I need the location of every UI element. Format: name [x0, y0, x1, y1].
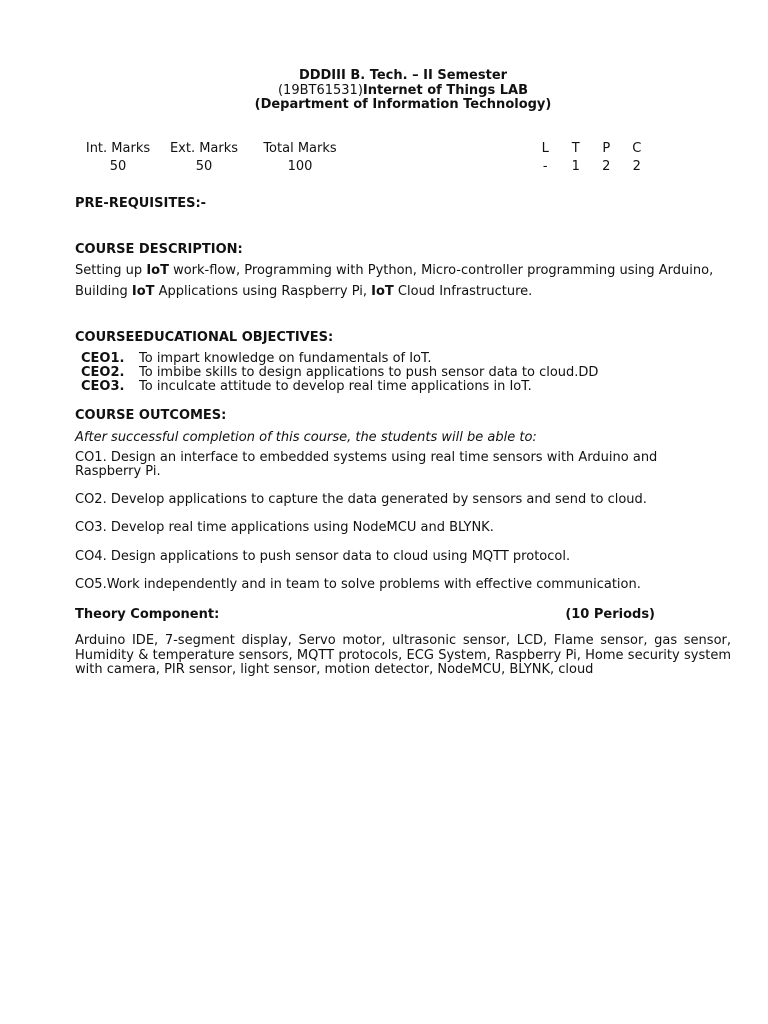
outcomes-heading: COURSE OUTCOMES:: [75, 408, 227, 423]
desc-keyword: IoT: [131, 284, 155, 299]
objective-code: CEO3.: [81, 379, 125, 394]
document-header: [0, 69, 768, 113]
objective-item: [81, 366, 721, 380]
ltpc-value-l: -: [542, 159, 548, 174]
outcome-item-4: CO4. Design applications to push sensor data to cloud using MQTT protocol.: [75, 549, 571, 564]
outcome-item-5: CO5.Work independently and in team to solve problems with effective communication.: [75, 577, 641, 592]
desc-text: Building: [75, 284, 132, 299]
ltpc-table: [530, 140, 652, 176]
theory-heading-row: [75, 607, 655, 622]
objective-item: [81, 352, 721, 366]
marks-header-total: Total Marks: [263, 141, 337, 156]
course-description-heading: COURSE DESCRIPTION:: [75, 242, 243, 257]
semester-title: DDDIII B. Tech. – II Semester: [298, 68, 508, 83]
desc-text: Applications using Raspberry Pi,: [154, 284, 372, 299]
marks-value-total: 100: [287, 159, 313, 174]
course-title: Internet of Things LAB: [362, 82, 529, 98]
objectives-heading: COURSEEDUCATIONAL OBJECTIVES:: [75, 330, 334, 345]
objective-text: To impart knowledge on fundamentals of IoT.: [139, 351, 432, 366]
desc-text: Setting up: [75, 263, 147, 278]
outcome-item-1: CO1. Design an interface to embedded systems using real time sensors with Arduino and Raspberry Pi.: [75, 450, 658, 479]
ltpc-header-row: [530, 140, 652, 158]
desc-keyword: IoT: [371, 284, 394, 299]
course-description-line-1: [75, 260, 735, 281]
prerequisites-heading: PRE-REQUISITES:-: [75, 196, 207, 211]
marks-value-int: 50: [109, 159, 127, 174]
ltpc-header-l: L: [541, 141, 549, 156]
theory-heading: Theory Component:: [75, 607, 220, 622]
course-title-line: [0, 84, 768, 99]
course-code: (19BT61531): [277, 82, 363, 98]
desc-text: Cloud Infrastructure.: [393, 284, 533, 299]
outcome-item-2: CO2. Develop applications to capture the data generated by sensors and send to cloud.: [75, 492, 647, 507]
objective-item: [81, 380, 721, 394]
desc-text: work-flow, Programming with Python, Micro-controller programming using Arduino,: [168, 263, 714, 278]
marks-table: [78, 140, 350, 176]
ltpc-value-p: 2: [602, 159, 611, 174]
course-description-text: [75, 260, 735, 302]
marks-value-ext: 50: [195, 159, 213, 174]
objective-code: CEO1.: [81, 351, 125, 366]
ltpc-value-row: [530, 158, 652, 176]
department-title: (Department of Information Technology): [254, 97, 552, 112]
course-description-line-2: [75, 281, 735, 302]
marks-value-row: [78, 158, 350, 176]
desc-keyword: IoT: [146, 263, 169, 278]
theory-content: Arduino IDE, 7-segment display, Servo motor, ultrasonic sensor, LCD, Flame sensor, gas sensor, Humidity & temperature sensors, MQTT protocols, ECG System, Raspberry Pi, Home security system with camera, PIR sensor, light sensor, motion detector, NodeMCU, BLYNK, cloud: [75, 633, 731, 677]
ltpc-value-c: 2: [632, 159, 641, 174]
ltpc-header-t: T: [571, 141, 580, 156]
marks-header-row: [78, 140, 350, 158]
theory-periods: (10 Periods): [565, 607, 655, 622]
ltpc-value-t: 1: [571, 159, 580, 174]
outcome-item-3: CO3. Develop real time applications using NodeMCU and BLYNK.: [75, 520, 494, 535]
objective-text: To inculcate attitude to develop real time applications in IoT.: [139, 379, 532, 394]
objective-code: CEO2.: [81, 365, 125, 380]
ltpc-header-c: C: [632, 141, 642, 156]
objective-text: To imbibe skills to design applications to push sensor data to cloud.DD: [139, 365, 599, 380]
outcomes-intro: After successful completion of this course, the students will be able to:: [75, 430, 537, 445]
objectives-list: [81, 352, 721, 394]
marks-header-int: Int. Marks: [85, 141, 151, 156]
marks-header-ext: Ext. Marks: [169, 141, 239, 156]
ltpc-header-p: P: [602, 141, 611, 156]
